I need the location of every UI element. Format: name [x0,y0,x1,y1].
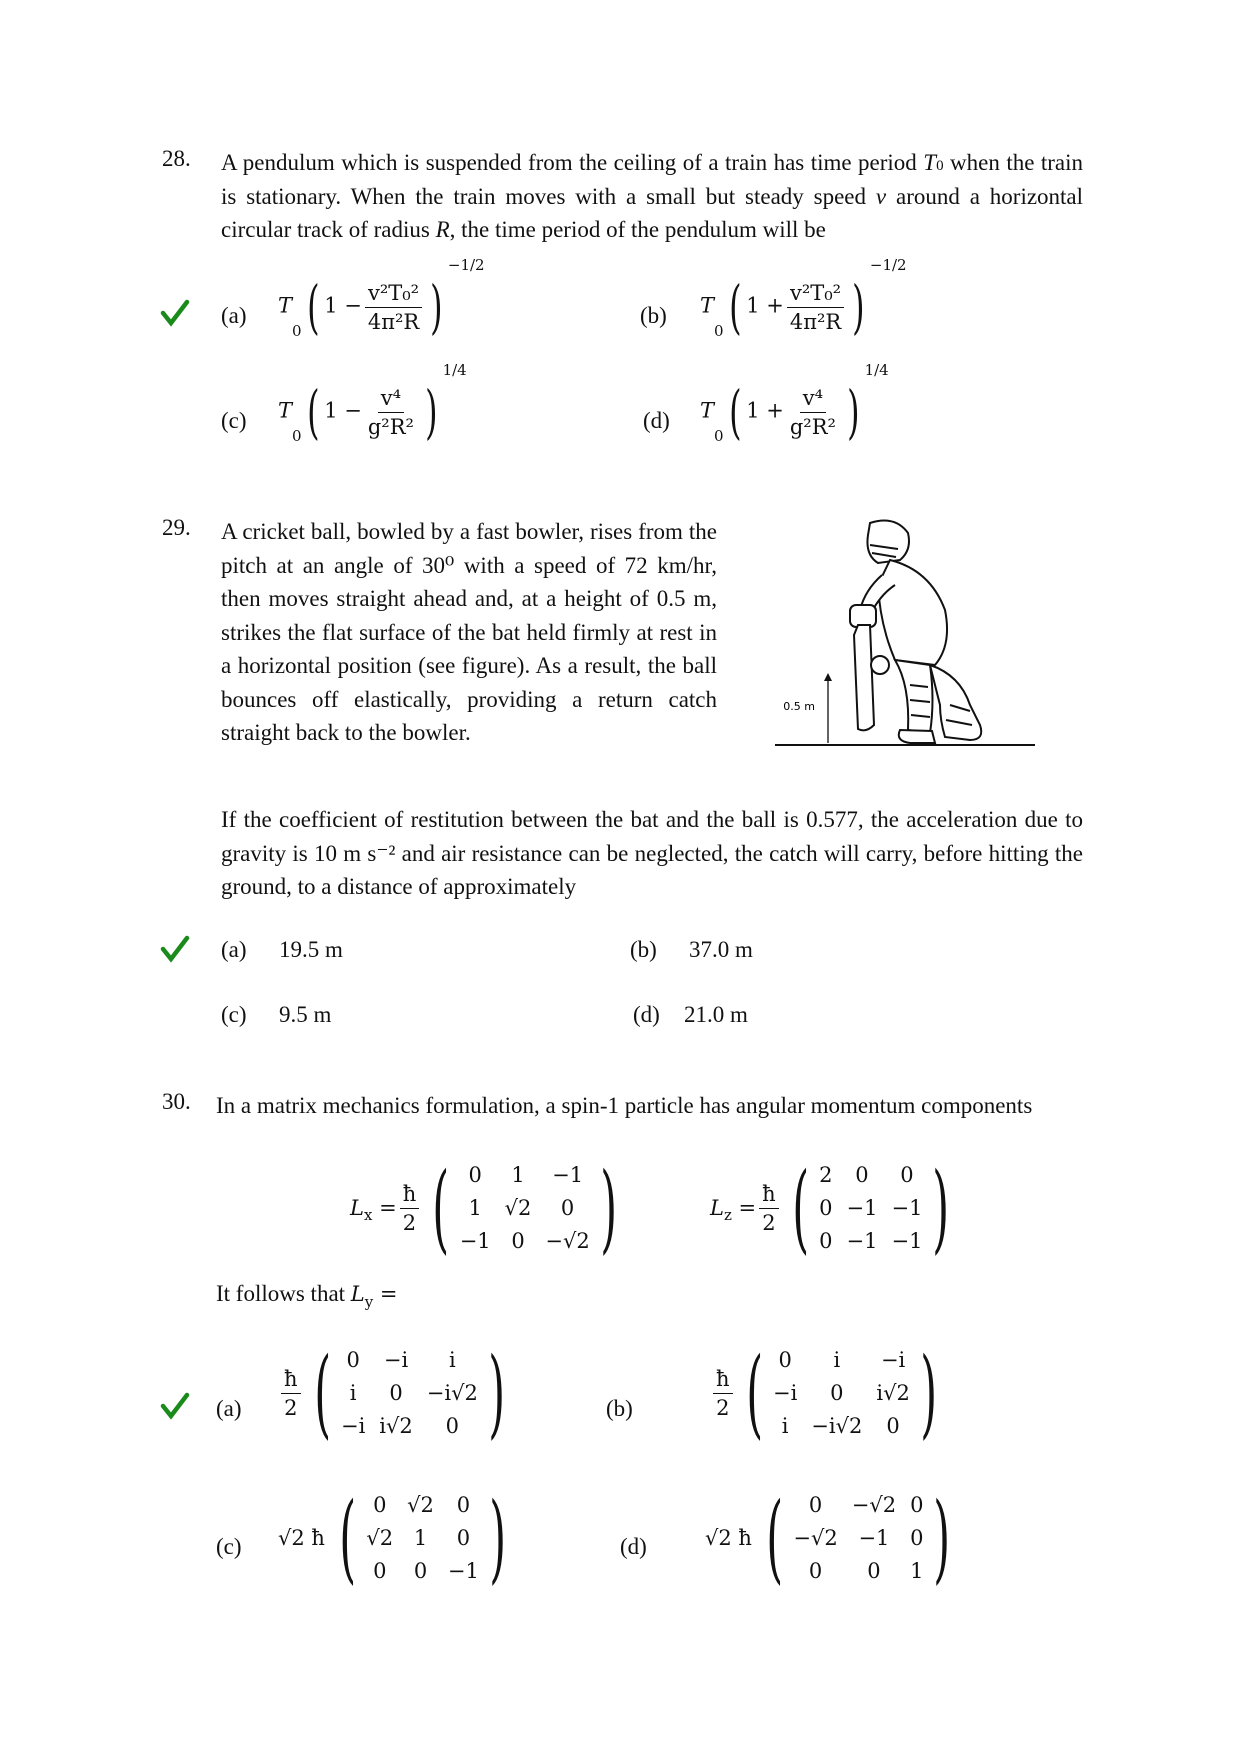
Lz-cell-2-1: −1 [846,1228,878,1253]
q30-b-cell-2-2: 0 [886,1413,900,1438]
q30-option-c-matrix[interactable]: √2 ħ ( 0 √2 0 √2 1 0 0 0 −1 ) [278,1482,507,1594]
question-29-text-2: If the coefficient of restitution between the bat and the ball is 0.577, the acceleration due to gravity is 10 m s⁻² and air resistance can be neglected, the catch will carry, before hitting the ground, to a distance of approximately [221,807,1083,899]
q30-b-cell-0-0: 0 [778,1347,792,1372]
q30-c-cell-2-2: −1 [447,1558,479,1583]
q30-b-cell-2-0: i [781,1413,789,1438]
q30-a-cell-1-0: i [349,1380,357,1405]
Lx-cell-0-2: −1 [552,1162,584,1187]
q30-a-cell-0-2: i [448,1347,456,1372]
q28-option-a-label[interactable]: (a) [221,303,247,328]
q28-option-a-formula[interactable]: T0( 1 − $\frac{\text{v²T₀²}}{\text{4π²R}}$ )$^{-1/2}$ [278,256,485,341]
Lz-cell-1-0: 0 [819,1195,833,1220]
q30-a-cell-2-0: −i [340,1413,366,1438]
q30-b-cell-1-0: −i [772,1380,798,1405]
q30-c-cell-1-2: 0 [456,1525,471,1550]
q29-option-d-label[interactable]: (d) [633,1002,660,1027]
q28-d-denominator: g²R² [789,414,836,439]
q28-c-denominator: g²R² [367,414,414,439]
q30-c-cell-2-0: 0 [373,1558,387,1583]
Lx-cell-2-1: 0 [511,1228,525,1253]
q30-option-b-label[interactable]: (b) [606,1396,633,1421]
Lz-cell-2-0: 0 [819,1228,833,1253]
q29-option-c-value[interactable]: 9.5 m [279,1002,332,1027]
matrix-Lz-grid [819,1161,922,1256]
q28-text-part2: around a horizontal circular track of radius [221,183,1084,242]
Lz-cell-0-2: 0 [900,1162,914,1187]
q30-follows-text: It follows that Ly = [216,1281,398,1311]
matrix-Lx-grid [460,1161,590,1256]
q28-b-denominator: 4π²R [789,309,842,334]
q30-d-cell-1-1: −1 [858,1525,890,1550]
q30-d-cell-0-1: −√2 [851,1492,897,1517]
q28-option-b-label[interactable]: (b) [640,303,667,328]
Lx-cell-2-0: −1 [459,1228,491,1253]
question-28-text: A pendulum which is suspended from the ceiling of a train has time period T0 when the train is stationary. When the train moves with a small but steady speed v around a horizontal circular track of radius R, the time period of the pendulum will be [221,150,1084,242]
q30-option-a-label[interactable]: (a) [216,1396,242,1421]
q30-option-d-matrix[interactable]: √2 ħ ( 0 −√2 0 −√2 −1 0 0 0 1 ) [705,1482,951,1594]
q28-option-d-label[interactable]: (d) [643,408,670,433]
Lx-cell-1-0: 1 [468,1195,482,1220]
matrix-Lz: Lz = $\frac{ħ}{2}$ ( 2 0 0 0 −1 −1 0 −1 −1 ) [710,1152,950,1264]
Lz-cell-0-0: 2 [819,1162,833,1187]
q30-d-grid [793,1491,923,1586]
q28-a-sign: 1 − [324,293,362,318]
q28-d-sign: 1 + [746,398,784,423]
correct-checkmark-icon [160,934,190,964]
q28-text-part1: A pendulum which is suspended from the ceiling of a train has time period [221,150,917,175]
q30-option-a-matrix[interactable]: $\frac{ħ}{2}$ ( 0 −i i i 0 −i√2 −i i√2 0 ) [278,1345,515,1441]
q29-option-c-label[interactable]: (c) [221,1002,247,1027]
question-number-30: 30. [162,1089,191,1114]
q30-b-cell-0-1: i [833,1347,841,1372]
q28-d-exponent: 1/4 [864,361,889,379]
Lz-cell-0-1: 0 [855,1162,869,1187]
correct-checkmark-icon [160,298,190,328]
q30-option-d-label[interactable]: (d) [620,1534,647,1559]
q30-a-cell-1-1: 0 [389,1380,403,1405]
q28-text-part1b: when the train is stationary. When the train moves with a small but steady speed [221,150,1084,209]
question-29-text: A cricket ball, bowled by a fast bowler, rises from the pitch at an angle of 30⁰ with a speed of 72 km/hr, then moves straight ahead and, at a height of 0.5 m, strikes the flat surface of the bat held firmly at rest in a horizontal position (see figure). As a result, the ball bounces off elastically, providing a return catch straight back to the bowler. [221,519,717,745]
q30-a-cell-2-2: 0 [445,1413,459,1438]
q30-a-cell-0-0: 0 [346,1347,360,1372]
question-number-28: 28. [162,146,191,171]
q30-b-cell-0-2: −i [880,1347,906,1372]
q28-a-numerator: v²T₀² [365,280,422,308]
q30-d-cell-2-1: 0 [867,1558,881,1583]
matrix-Lx: Lx = $\frac{ħ}{2}$ ( 0 1 −1 1 √2 0 −1 0 −√2 ) [350,1152,617,1264]
q30-d-cell-0-0: 0 [808,1492,823,1517]
question-30-text: In a matrix mechanics formulation, a spin-1 particle has angular momentum components [216,1093,1033,1118]
correct-checkmark-icon [160,1391,190,1421]
q30-d-cell-1-2: 0 [910,1525,924,1550]
Lx-cell-0-1: 1 [511,1162,525,1187]
q30-d-cell-2-2: 1 [910,1558,924,1583]
q29-option-b-value[interactable]: 37.0 m [689,937,753,962]
q30-option-b-matrix[interactable]: $\frac{ħ}{2}$ ( 0 i −i −i 0 i√2 i −i√2 0 ) [710,1345,947,1441]
Lz-cell-1-2: −1 [891,1195,923,1220]
q28-c-sign: 1 − [324,398,362,423]
q28-option-b-formula[interactable]: T0( 1 + $\frac{\text{v²T₀²}}{\text{4π²R}}$ )$^{-1/2}$ [700,256,907,341]
question-number-29: 29. [162,515,191,540]
Lx-cell-2-2: −√2 [545,1228,590,1253]
q28-option-c-label[interactable]: (c) [221,408,247,433]
q29-option-d-value[interactable]: 21.0 m [684,1002,748,1027]
q30-c-cell-0-0: 0 [373,1492,387,1517]
q30-c-cell-2-1: 0 [413,1558,428,1583]
q30-d-cell-2-0: 0 [808,1558,823,1583]
q28-option-d-formula[interactable]: T0( 1 + $\frac{\text{v⁴}}{\text{g²R²}}$ )$^{1/4}$ [700,361,889,446]
q30-d-cell-1-0: −√2 [793,1525,838,1550]
q28-d-numerator: v⁴ [800,385,826,413]
Lx-cell-1-2: 0 [560,1195,575,1220]
q30-c-cell-0-2: 0 [456,1492,471,1517]
q30-c-grid [366,1491,478,1586]
q29-option-a-label[interactable]: (a) [221,937,247,962]
q30-b-cell-1-2: i√2 [876,1380,910,1405]
q28-text-part3: , the time period of the pendulum will be [449,217,826,242]
q28-b-numerator: v²T₀² [787,280,844,308]
Lz-cell-2-2: −1 [891,1228,923,1253]
q29-option-a-value[interactable]: 19.5 m [279,937,343,962]
q28-a-denominator: 4π²R [367,309,420,334]
q30-c-cell-1-0: √2 [366,1525,394,1550]
q28-c-exponent: 1/4 [442,361,467,379]
q28-c-numerator: v⁴ [378,385,404,413]
q30-follows-label: It follows that [216,1281,346,1306]
q30-a-cell-1-2: −i√2 [426,1380,478,1405]
q30-d-cell-0-2: 0 [910,1492,924,1517]
q28-a-exponent: −1/2 [447,256,485,274]
q30-a-cell-2-1: i√2 [379,1413,413,1438]
Lx-cell-1-1: √2 [504,1195,532,1220]
q30-a-cell-0-1: −i [383,1347,409,1372]
q30-c-cell-1-1: 1 [413,1525,428,1550]
figure-height-label: 0.5 m [783,700,815,713]
q30-option-c-label[interactable]: (c) [216,1534,242,1559]
Lz-cell-1-1: −1 [846,1195,878,1220]
q29-option-b-label[interactable]: (b) [630,937,657,962]
q28-b-sign: 1 + [746,293,784,318]
q30-b-cell-1-1: 0 [830,1380,844,1405]
Lx-cell-0-0: 0 [468,1162,482,1187]
q30-a-grid [341,1346,478,1441]
q28-b-exponent: −1/2 [869,256,907,274]
q30-b-cell-2-1: −i√2 [811,1413,863,1438]
q30-b-grid [773,1346,910,1441]
q28-option-c-formula[interactable]: T0( 1 − $\frac{\text{v⁴}}{\text{g²R²}}$ )$^{1/4}$ [278,361,467,446]
batsman-figure [770,515,1040,755]
q30-c-cell-0-1: √2 [407,1492,434,1517]
